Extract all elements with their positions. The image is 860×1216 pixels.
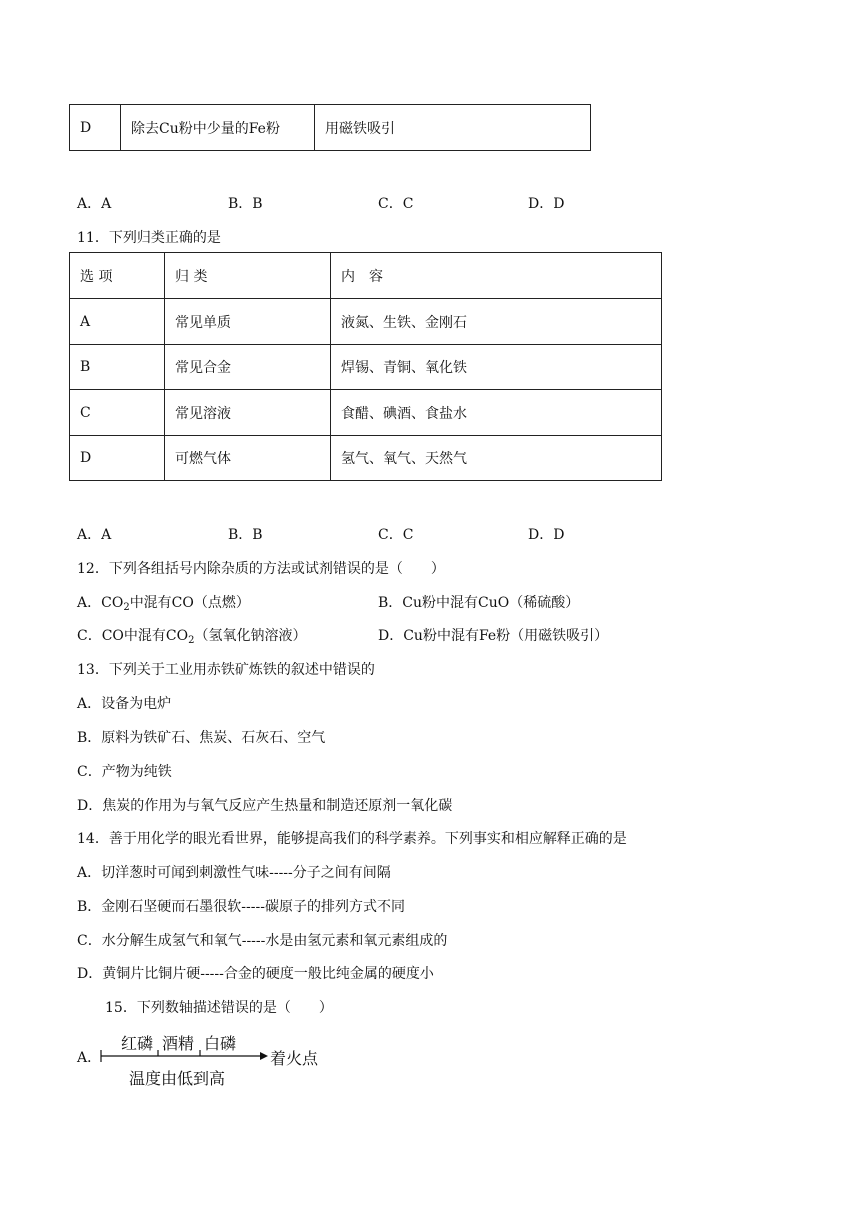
table-cell: D xyxy=(70,105,121,151)
table-header-cell: 归 类 xyxy=(165,253,331,299)
axis-label-white-phosphorus: 白磷 xyxy=(204,1034,237,1053)
q11-option-d: D．D xyxy=(528,527,565,543)
q12-option-d: D．Cu粉中混有Fe粉（用磁铁吸引） xyxy=(378,628,609,644)
axis-caption: 温度由低到高 xyxy=(129,1069,226,1088)
q13-option-a: A．设备为电炉 xyxy=(77,696,172,712)
table-cell: 常见溶液 xyxy=(165,390,331,436)
arrow-head xyxy=(260,1052,268,1060)
q15-option-a-label: A． xyxy=(77,1050,102,1066)
q11-option-c: C．C xyxy=(378,527,414,543)
table-row xyxy=(70,299,662,345)
q15-stem: 15．下列数轴描述错误的是（ ） xyxy=(105,1000,333,1016)
q11-option-a: A．A xyxy=(77,527,112,543)
q13-stem: 13．下列关于工业用赤铁矿炼铁的叙述中错误的 xyxy=(77,662,375,678)
table-cell: 除去Cu粉中少量的Fe粉 xyxy=(121,105,315,151)
q14-option-b: B．金刚石坚硬而石墨很软-----碳原子的排列方式不同 xyxy=(77,899,405,915)
q13-option-b: B．原料为铁矿石、焦炭、石灰石、空气 xyxy=(77,730,326,746)
table-cell: B xyxy=(70,345,165,390)
table-cell: A xyxy=(70,299,165,345)
table-cell: 氢气、氧气、天然气 xyxy=(331,436,662,481)
table-cell: 用磁铁吸引 xyxy=(315,105,591,151)
q14-option-c: C．水分解生成氢气和氧气-----水是由氢元素和氧元素组成的 xyxy=(77,933,448,949)
q14-stem: 14．善于用化学的眼光看世界，能够提高我们的科学素养。下列事实和相应解释正确的是 xyxy=(77,831,627,847)
table-row xyxy=(70,390,662,436)
q14-option-d: D．黄铜片比铜片硬-----合金的硬度一般比纯金属的硬度小 xyxy=(77,966,434,982)
q11-stem: 11．下列归类正确的是 xyxy=(77,230,221,246)
table-row xyxy=(70,345,662,390)
q10-option-d: D．D xyxy=(528,196,565,212)
table-cell: 食醋、碘酒、食盐水 xyxy=(331,390,662,436)
q11-option-b: B．B xyxy=(228,527,263,543)
q12-option-b: B．Cu粉中混有CuO（稀硫酸） xyxy=(378,595,580,611)
q13-option-d: D．焦炭的作用为与氧气反应产生热量和制造还原剂一氧化碳 xyxy=(77,798,453,814)
q13-option-c: C．产物为纯铁 xyxy=(77,764,172,780)
q12-option-a xyxy=(77,592,250,612)
q12-stem: 12．下列各组括号内除杂质的方法或试剂错误的是（ ） xyxy=(77,561,445,577)
table-row xyxy=(70,105,591,151)
q12-option-c-pre: C．CO中混有CO xyxy=(77,628,189,644)
subscript: 2 xyxy=(123,602,130,613)
q10-option-a: A．A xyxy=(77,196,112,212)
q15-number-line xyxy=(96,1028,326,1090)
q11-table xyxy=(69,252,662,481)
table-cell: 可燃气体 xyxy=(165,436,331,481)
axis-label-red-phosphorus: 红磷 xyxy=(121,1034,154,1053)
q12-option-c xyxy=(77,625,306,645)
table-cell: D xyxy=(70,436,165,481)
table-header-row xyxy=(70,253,662,299)
q12-option-a-pre: A．CO xyxy=(77,595,124,611)
axis-end-label: 着火点 xyxy=(270,1049,319,1068)
table-cell: 常见单质 xyxy=(165,299,331,345)
table-cell: 焊锡、青铜、氧化铁 xyxy=(331,345,662,390)
q14-option-a: A．切洋葱时可闻到刺激性气味-----分子之间有间隔 xyxy=(77,865,391,881)
subscript: 2 xyxy=(188,635,195,646)
q10-option-c: C．C xyxy=(378,196,414,212)
table-header-cell: 内 容 xyxy=(331,253,662,299)
table-cell: 常见合金 xyxy=(165,345,331,390)
table-row xyxy=(70,436,662,481)
q12-option-c-post: （氢氧化钠溶液） xyxy=(194,628,307,644)
q10-option-b: B．B xyxy=(228,196,263,212)
q12-option-a-post: 中混有CO（点燃） xyxy=(129,595,250,611)
table-cell: 液氮、生铁、金刚石 xyxy=(331,299,662,345)
table-header-cell: 选 项 xyxy=(70,253,165,299)
q10-table xyxy=(69,104,591,151)
table-cell: C xyxy=(70,390,165,436)
axis-label-alcohol: 酒精 xyxy=(162,1034,195,1053)
